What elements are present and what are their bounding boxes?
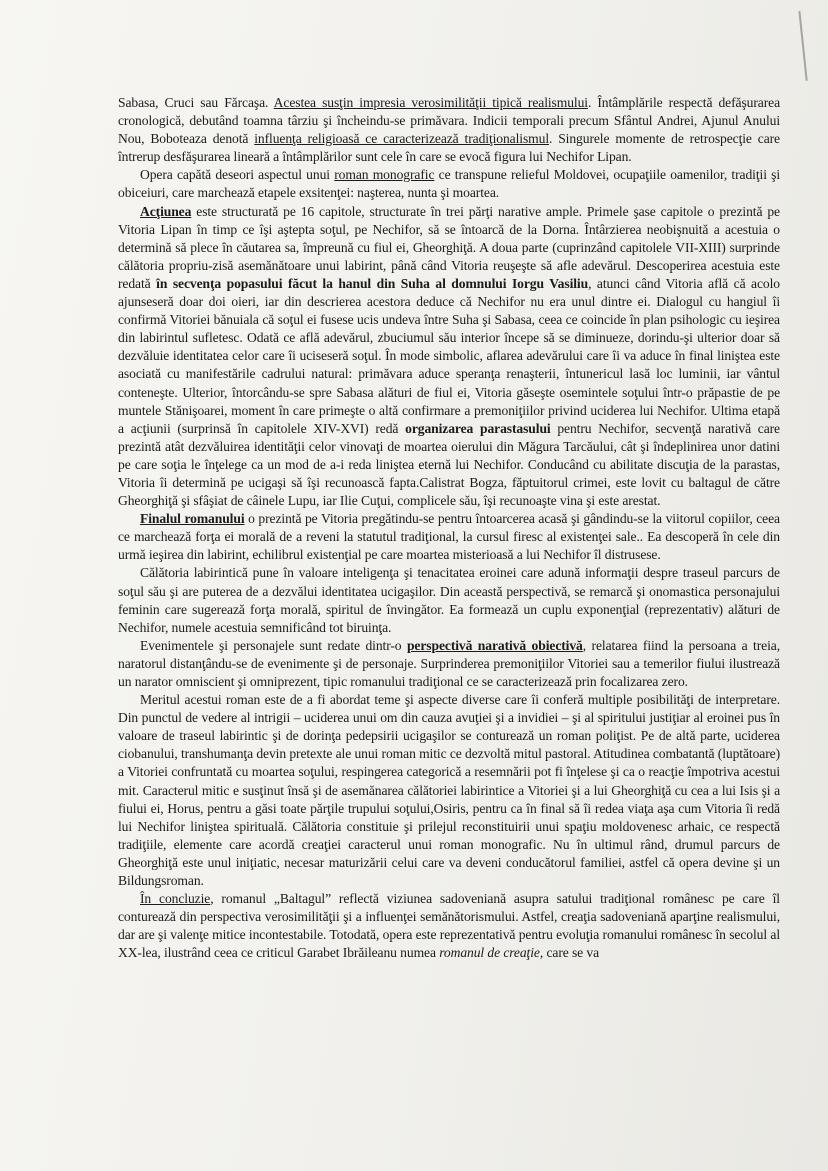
essay-text [118,94,780,963]
paragraph [118,94,780,166]
paragraph [118,637,780,691]
text-segment: Călătoria labirintică pune în valoare inteligenţa şi tenacitatea eroinei care adună informaţii despre traseul parcurs de soţul său şi are puterea de a dezvălui identitatea ucigaşilor. Din această perspectivă, se remarcă şi onomastica personajului feminin care sugerează forţa morală, spiritul de învingător. Ea formează un cuplu exponenţial (reprezentativ) alături de Nechifor, numele acestuia semnificând tot biruinţa. [118,565,780,635]
text-segment: Finalul romanului [140,511,245,527]
paragraph [118,890,780,962]
paragraph [118,510,780,564]
text-segment: în secvenţa popasului făcut la hanul din Suha al domnului Iorgu Vasiliu [156,275,589,291]
text-segment: Sabasa, Cruci sau Fărcaşa. [118,95,274,110]
text-segment: Evenimentele şi personajele sunt redate dintr-o [140,637,407,653]
text-segment: , care se va [539,945,600,961]
text-segment: perspectivă narativă obiectivă [406,637,583,653]
text-segment: Opera capătă deseori aspectul unui [140,167,335,183]
text-segment: . Întâmplările respectă defăşurarea cronologică, debutând toamna târziu şi încheindu-se primăvara. Indicii temporali precum Sfântul Andrei, Ajunul Anului Nou, Boboteaza denotă [118,95,781,147]
text-segment: , atunci când Vitoria află că acolo ajunseseră doar doi oieri, iar din descrierea acestora deduce că Nechifor nu era unul dintre ei. Dialogul cu hangiul îi confirmă Vitoriei bănuiala că soţul ei fusese ucis undeva între Suha şi Sabasa, ceea ce coincide în plan psihologic cu ieşirea din labirintul sufletesc. Odată ce află adevărul, zbuciumul său interior începe să se diminueze, dorindu-şi ulterior doar să dezvăluie identitatea celor care îi uciseseră soţul. În mode simbolic, aflarea adevărului care îi va aduce în final liniştea este asociată cu manifestările cadrului natural: primăvara aduce speranţa renaşterii, întunericul lasă loc luminii, iar vântul conteneşte. Ulterior, întorcându-se spre Sabasa alături de fiul ei, Vitoria găseşte osemintele soţului într-o prăpastie de pe muntele Stănişoarei, moment în care primeşte o altă confirmare a premoniţiilor privind uciderea lui Nechifor. Ultima etapă a acţiunii (surprinsă în capitolele XIV-XVI) redă [118,275,780,436]
paragraph [118,203,780,511]
text-segment: Acţiunea [140,203,192,219]
text-segment: roman monografic [334,167,435,183]
text-segment: pentru Nechifor, secvenţă narativă care prezintă atât dezvăluirea identităţii celor vinovaţi de moartea oierului din Măgura Tarcăului, cât şi îndeplinirea unor datini pe care soţia le înţelege ca un mod de a-i reda liniştea eternă lui Nechifor. Conducând cu abilitate discuţia de la parastas, Vitoria îi determină pe ucigaşi să îşi recunoască fapta.Calistrat Bogza, făptuitorul crimei, este lovit cu baltagul de către Gheorghiţă şi sfâşiat de câinele Lupu, iar Ilie Cuţui, complicele său, îşi recunoaşte vina şi este arestat. [118,420,780,509]
pen-mark [798,9,825,81]
paragraph [118,166,780,202]
text-segment: Acestea susţin impresia verosimilităţii tipică realismului [273,95,588,110]
text-segment: Meritul acestui roman este de a fi abordat teme şi aspecte diverse care îi conferă multiple posibilităţi de interpretare. Din punctul de vedere al intrigii – uciderea unui om din cauza avuţiei şi a invidiei – şi al spiritului justiţiar al eroinei pus în valoare de traseul labirintic şi de dorinţa pedepsirii ucigaşilor se conturează un roman poliţist. Pe de altă parte, uciderea ciobanului, transhumanţa devin pretexte ale unui roman mitic ce dezvoltă mitul pastoral. Atitudinea combatantă (luptătoare) a Vitoriei confruntată cu moartea soţului, respingerea categorică a resemnării pot fi înţelese şi ca o reacţie împotriva acestui mit. Caracterul mitic e susţinut însă şi de asemănarea călătoriei labirintice a Vitoriei şi a lui Gheorghiţă cu cea a lui Isis şi a fiului ei, Horus, pentru a găsi toate părţile trupului soţului,Osiris, pentru ca în final să îi redea viaţa aşa cum Vitoria îi redă lui Nechifor liniştea spirituală. Călătoria constituie şi prilejul reconstituirii unui spaţiu moldovenesc arhaic, ce respectă tradiţiile, elemente care acordă creaţiei caracterul unui roman monografic. Nu în ultimul rând, drumul parcurs de Gheorghiţă este unul iniţiatic, necesar maturizării celui care va deveni conducătorul familiei, astfel că opera devine şi un Bildungsroman. [118,692,780,889]
text-segment: influenţa religioasă ce caracterizează tradiţionalismul [254,131,550,147]
text-segment: , romanul „Baltagul” reflectă viziunea sadoveniană asupra satului tradiţional românesc pe care îl conturează din perspectiva verosimilităţii şi a influenţei semănătorismului. Astfel, creaţia sadoveniană aparţine realismului, dar are şi valenţe mitice incontestabile. Totodată, opera este reprezentativă pentru evoluţia romanului românesc în secolul al XX-lea, ilustrând ceea ce criticul Garabet Ibrăileanu numea [118,891,780,961]
text-segment: o prezintă pe Vitoria pregătindu-se pentru întoarcerea acasă şi gândindu-se la viitorul copiilor, ceea ce marchează forţa ei morală de a reveni la statutul tradiţional, la cursul firesc al existenţei sale.. Ea descoperă în cele din urmă ieşirea din labirint, echilibrul existenţial pe care moartea misterioasă a lui Nechifor îl distrusese. [118,511,780,563]
paragraph [118,564,780,636]
text-segment: este structurată pe 16 capitole, structurate în trei părţi narative ample. Primele şase capitole o prezintă pe Vitoria Lipan în timp ce îşi aştepta soţul, pe Nechifor, să se întoarcă de la Dorna. Întârzierea neobişnuită a acestuia o determină să plece în căutarea sa, împreună cu fiul ei, Gheorghiţă. A doua parte (cuprinzând capitolele VII-XIII) surprinde călătoria propriu-zisă asemănătoare unui labirint, până când Vitoria reuşeşte să afle adevărul. Descoperirea acestuia este redată [118,203,780,291]
paragraph [118,691,780,890]
text-segment: ce transpune relieful Moldovei, ocupaţiile oamenilor, tradiţii şi obiceiuri, care marchează etapele exsitenţei: naşterea, nunta şi moartea. [118,167,780,201]
text-segment: organizarea parastasului [405,420,551,436]
text-segment: În concluzie [140,891,211,907]
text-segment: . Singurele momente de retrospecţie care întrerup desfăşurarea lineară a întâmplărilor sunt cele în care se evocă figura lui Nechifor Lipan. [118,131,780,165]
text-segment: , relatarea fiind la persoana a treia, naratorul distanţându-se de evenimente şi de personaje. Surprinderea premoniţiilor Vitoriei sau a temerilor fiului ilustrează un narator omniscient şi omniprezent, tipic romanului tradiţional ce se caracterizează prin focalizarea zero. [118,637,780,689]
text-segment: romanul de creaţie [439,945,540,961]
